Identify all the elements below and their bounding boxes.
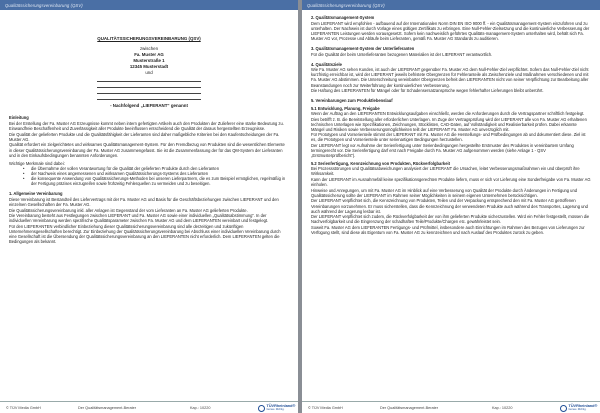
intro-heading: Einleitung (9, 115, 29, 120)
left-page-content (0, 10, 298, 244)
footer-publication: Der Qualitätsmanagement-Berater (380, 406, 439, 410)
section-1-paragraph-3: Die Vereinbarung besteht aus Festlegungen zwischen LIEFERANT und Fa. Muster AG sowie einer individuellen „Qualitätsabstimmung“. In der individuellen Vereinbarung werden spezifische Qualitätsparameter zwischen Fa. Muster AG und dem LIEFERANTEN vereinbart und festgelegt. (9, 213, 269, 224)
document-title: QUALITÄTSSICHERUNGSVEREINBARUNG (QSV) (97, 36, 201, 41)
section-5-2-paragraph-5: Der LIEFERANT verpflichtet sich zudem, die Rückverfolgbarkeit der von ihm gelieferten Produkte sicherzustellen. Wird ein Fehler festgestellt, müssen die Nachverfolgbarkeit und die Eingrenzung der schadhaften Teile/Produkte/Chargen etc. gewährleistet sein. (311, 214, 590, 225)
goals-list (9, 166, 289, 186)
section-3-heading: 3. Qualitätsmanagement-System der Unterlieferanten (311, 45, 415, 51)
and-text: und (145, 70, 153, 75)
tuv-logo-name: TÜVRheinland® (266, 404, 296, 408)
section-5-2-paragraph-1: Bei Prozessstörungen und Qualitätsabweichungen analysiert der LIEFERANT die Ursachen, leitet Verbesserungsmaßnahmen ein und überprüft ihre Wirksamkeit. (311, 166, 580, 177)
section-5-2-paragraph-2: Kann der LIEFERANT im Ausnahmefall keine spezifikationsgerechten Produkte liefern, muss er sich vor Lieferung eine Sonderfreigabe von Fa. Muster AG einholen. (311, 177, 591, 188)
goal-item: • der Nachweis eines angemessenen und wirksamen Qualitätssicherungs-Systems des Lieferanten (9, 171, 289, 176)
supplier-named: - Nachfolgend „LIEFERANT“ genannt (110, 103, 188, 108)
section-3-paragraph-1: Für die Qualität der beim Unterlieferanten bezogenen Materialien ist der LIEFERANT verantwortlich. (311, 51, 493, 57)
intro-paragraph-3: Die Qualität der gelieferten Produkte und die Qualitätsfähigkeit der Lieferanten sind daher maßgebliche Kriterien bei den Kaufentscheidungen der Fa. Muster AG. (9, 131, 280, 142)
right-page (302, 0, 600, 413)
section-2-heading: 2. Qualitätsmanagement-System (311, 15, 375, 20)
tuv-logo-tagline: Genau. Richtig. (568, 408, 587, 411)
right-page-content (302, 10, 600, 235)
section-1-heading: 1. Allgemeine Vereinbarung (9, 191, 63, 197)
company-city: 12345 Musterstadt (129, 64, 169, 69)
between-text: zwischen (139, 46, 159, 51)
intro-paragraph-1: Bei der Erstellung der Fa. Muster AG Erzeugnisse kommt neben intern gefertigten Artikeln auch den Produkten der Zulieferer eine starke Bedeutung zu. (9, 120, 284, 126)
tuv-logo-mark-icon (258, 405, 265, 412)
intro-paragraph-2: Einwandfreie Beschaffenheit und Zuverlässigkeit aller Produkte beeinflussen entscheidend die Qualität der daraus hergestellten Erzeugnisse. (9, 126, 266, 132)
footer-chapter: Kap.: 10220 (492, 406, 513, 410)
section-5-2-paragraph-3: Hinweise und Anregungen, um mit Fa. Muster AG im Hinblick auf eine Verbesserung von Qualität der Produkte durch Änderungen in Fertigung und Qualitätssicherung sollte der LIEFERANT im Rahmen seiner Möglichkeiten in seinem eigenen Unternehmen berücksichtigen. (311, 187, 578, 198)
tuv-logo-mark-icon (560, 405, 567, 412)
tuv-logo-tagline: Genau. Richtig. (266, 408, 285, 411)
section-5-2-paragraph-6: Soweit Fa. Muster AG dem LIEFERANTEN Fertigungs- und Prüfmittel, insbesondere auch Einrichtungen im Rahmen des Bezuges von Lieferungen zur Verfügung stellt, sind diese als Eigentum von Fa. Muster AG zu kennzeichnen und nach Auslauf des Produktes zurück zu geben. (311, 224, 585, 235)
right-page-footer (302, 401, 600, 413)
goals-heading: Wichtige Merkmale sind dabei: (9, 160, 65, 166)
section-5-1-paragraph-1: Wenn der Auftrag an den LIEFERANTEN Entwicklungsaufgaben einschließt, werden die Anforderungen durch die Vertragspartner schriftlich festgelegt. Dies betrifft z. B. die Bereitstellung aller erforderlichen Unterlagen. Im Zuge der Vertragsprüfung wird der LIEFERANT alle von Fa. Muster AG erhaltenen technischen Unterlagen wie Spezifikationen, Zeichnungen, Stücklisten, CAD-Daten, auf Vollständigkeit und Realisierbarkeit prüfen. Dabei erkannte Mängel und Risiken sowie Verbesserungsmöglichkeiten teilt der LIEFERANT Fa. Muster AG unverzüglich mit. (311, 111, 587, 132)
section-5-heading: 5. Vereinbarungen zum Produktlebenslauf (311, 98, 393, 104)
tuv-logo (560, 404, 598, 413)
tuv-logo (258, 404, 296, 413)
left-page (0, 0, 298, 413)
left-page-footer (0, 401, 298, 413)
footer-copyright: © TÜV Media GmbH (6, 406, 41, 410)
page-header-band: Qualitätssicherungsvereinbarung (QSV) (0, 0, 298, 10)
section-1-paragraph-2: Die Qualitätssicherungsvereinbarung inkl. aller Anlagen ist Gegenstand der vom Lieferanten an Fa. Muster AG gelieferten Produkte. (9, 207, 248, 213)
footer-chapter: Kap.: 10220 (190, 406, 211, 410)
section-5-1-paragraph-3: Der LIEFERANT legt vor Aufnahme der Serienfertigung unter Serienbedingungen hergestellte Erstmuster des Produktes in vereinbartem Umfang termingerecht vor. Die Serienfertigung darf erst nach Freigabe durch Fa. Muster AG aufgenommen werden (siehe Anlage 1 - QSV „Erstmusterprüfbericht“). (311, 142, 574, 159)
section-4-heading: 4. Qualitätsziele (311, 61, 342, 67)
company-street: Musterstraße 1 (133, 58, 165, 63)
supplier-line-4 (97, 94, 201, 100)
footer-copyright: © TÜV Media GmbH (308, 406, 343, 410)
section-1-paragraph-1: Diese Vereinbarung ist Bestandteil des Liefervertrags mit der Fa. Muster AG und Basis für die Geschäftsbeziehungen zwischen LIEFERANT und den einzelnen Gesellschaften der Fa. Muster AG. (9, 196, 279, 207)
footer-publication: Der Qualitätsmanagement-Berater (78, 406, 137, 410)
title-block (9, 36, 289, 109)
company-name: Fa. Muster AG (134, 52, 164, 57)
intro-paragraph-4: Qualität erfordert ein zielgerichtetes und wirksames Qualitätsmanagement-System. Für den Fremdbezug von Produkten sind die wesentlichen Elemente in dieser Qualitätssicherungsvereinbarung der Fa. Muster AG zusammengefasst. Sie ist die Zusammenfassung der für das QM-System der Lieferanten und in den Einkaufsbedingungen benannten Anforderungen. (9, 142, 285, 158)
section-4-paragraph-1: Wie Fa. Muster AG sehen Kunden, ist auch der LIEFERANT gegenüber Fa. Muster AG dem Null-Fehler-Ziel verpflichtet. Sofern das Null-Fehler-Ziel nicht kurzfristig erreichbar ist, wird der LIEFERANT jeweils befristete Obergrenzen für Fehleranteile als Zwischenziele und Maßnahmen verschiedenen und mit Fa. Muster AG abstimmen. Die Unterschreitung vereinbarter Obergrenzen befreit den LIEFERANTEN nicht von seiner Verpflichtung zur Bearbeitung aller Beanstandungen noch zur Weiterführung der kontinuierlichen Verbesserung. (311, 67, 589, 88)
goal-item: • die Übernahme der vollen Verantwortung für die Qualität der gelieferten Produkte durch den Lieferanten (9, 166, 289, 171)
section-1-paragraph-4: Für den LIEFERANTEN verbindlicher Einbeziehung dieser Qualitätssicherungsvereinbarung sind alle derzeitigen und zukünftigen Unternehmensgesellschaften berechtigt. Zur Einbeziehung der Qualitätssicherungsvereinbarung bei Abschluss einer individuellen Vereinbarung durch eine Gesellschaft ist die Übersendung der Qualitätssicherungsvereinbarung an den LIEFERANTEN nicht erforderlich. Dem LIEFERANTEN gelten die Bedingungen als bekannt. (9, 223, 281, 245)
goal-item: • die konsequente Anwendung von Qualitätssicherungs-Methoden bei unseren Lieferpartnern, die es zum Beispiel ermöglichen, regelmäßig in der Fertigung präzises einzugreifen sowie frühzeitig Fehlerquellen zu vermeiden und zu beseitigen. (9, 176, 289, 186)
section-5-2-paragraph-4: Der LIEFERANT verpflichtet sich, die Kennzeichnung von Produkten, Teilen und der Verpackung entsprechend den mit Fa. Muster AG getroffenen Vereinbarungen vorzunehmen. Er muss sicherstellen, dass die Kennzeichnung der verwendeten Produkte auch während des Transportes, Lagerung und auch während der Lagerung lesbar ist. (311, 198, 588, 214)
section-5-1-paragraph-2: Für Prototypen und Vorserienteile stimmt der LIEFERANT mit Fa. Muster AG die Herstellungs- und Prüfbedingungen ab und dokumentiert diese. Ziel ist es, die Prototypen und Vorserienteile unter serienartigen Bedingungen herzustellen. (311, 132, 586, 143)
section-5-1-heading: 5.1 Entwicklung, Planung, Freigabe (311, 105, 380, 111)
section-5-2-heading: 5.2 Serienfertigung, Kennzeichnung von Produkten, Rückverfolgbarkeit (311, 160, 450, 166)
tuv-logo-name: TÜVRheinland® (568, 404, 598, 408)
page-header-band: Qualitätssicherungsvereinbarung (QSV) (302, 0, 600, 10)
section-2-paragraph-1: Dem LIEFERANT wird empfohlen - aufbauend auf der Internationalen Norm DIN EN ISO 9000 ff. - ein Qualitätsmanagement-System einzuführen und zu unterhalten. Der Nachweis ist durch Vorlage eines gültigen Zertifikats zu erbringen. Eine Null-Fehler-Zielsetzung und die kontinuierliche Verbesserung der LIEFERANTEN Leistungen werden vorausgesetzt. Sofern kein nachweislich geführtes Qualitäts-management-System unterhalten wird, behält sich Fa. Muster AG vor, Prozesse und Abläufe beim Lieferanten, gemäß Fa. Muster AG Standards zu auditieren. (311, 20, 590, 41)
section-4-paragraph-2: Die Haftung des LIEFERANTEN für Mängel oder für Schadensersatzansprüche wegen fehlerhafter Lieferungen bleibt unberührt. (311, 88, 544, 94)
